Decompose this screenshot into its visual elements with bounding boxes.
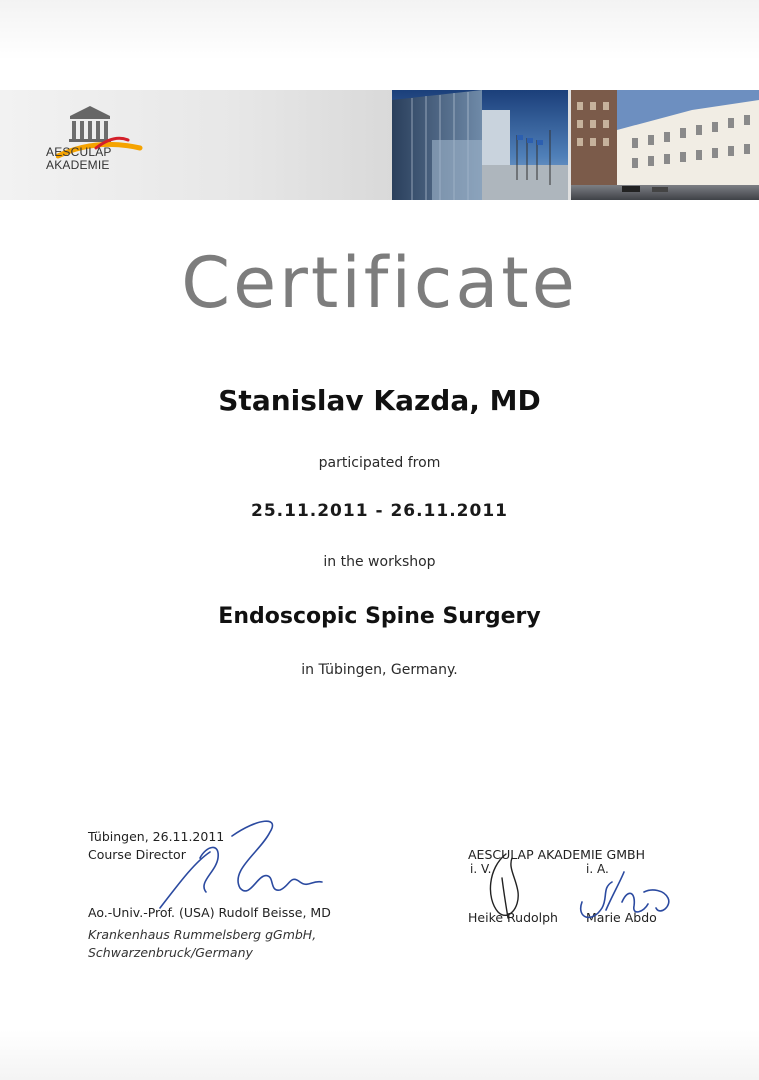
participated-text: participated from xyxy=(318,455,441,471)
logo-wordmark xyxy=(46,146,112,172)
signer-2-name: Marie Abdo xyxy=(586,910,657,925)
building-photo xyxy=(392,90,759,200)
signer-1-prefix: i. V. xyxy=(470,862,492,876)
header-band xyxy=(0,90,759,200)
logo-line-1: AESCULAP xyxy=(46,145,112,159)
course-director-block xyxy=(88,828,388,962)
recipient-name: Stanislav Kazda, MD xyxy=(218,384,541,417)
institution-line-1: Krankenhaus Rummelsberg gGmbH, xyxy=(88,927,317,942)
signer-1-name: Heike Rudolph xyxy=(468,910,558,925)
certificate-title: Certificate xyxy=(181,242,578,324)
workshop-intro: in the workshop xyxy=(323,554,436,570)
director-name: Ao.-Univ.-Prof. (USA) Rudolf Beisse, MD xyxy=(88,905,331,920)
institution-line-2: Schwarzenbruck/Germany xyxy=(88,945,253,960)
participation-dates: 25.11.2011 - 26.11.2011 xyxy=(251,501,508,521)
location-text: in Tübingen, Germany. xyxy=(301,662,458,678)
page-edge-bottom xyxy=(0,1030,759,1080)
logo-line-2: AKADEMIE xyxy=(46,158,110,172)
place-date: Tübingen, 26.11.2011 xyxy=(88,829,225,844)
signer-2-prefix: i. A. xyxy=(586,862,609,876)
company-name: AESCULAP AKADEMIE GMBH xyxy=(468,847,645,862)
workshop-name: Endoscopic Spine Surgery xyxy=(218,604,541,629)
page-edge-top xyxy=(0,0,759,60)
director-role: Course Director xyxy=(88,847,186,862)
